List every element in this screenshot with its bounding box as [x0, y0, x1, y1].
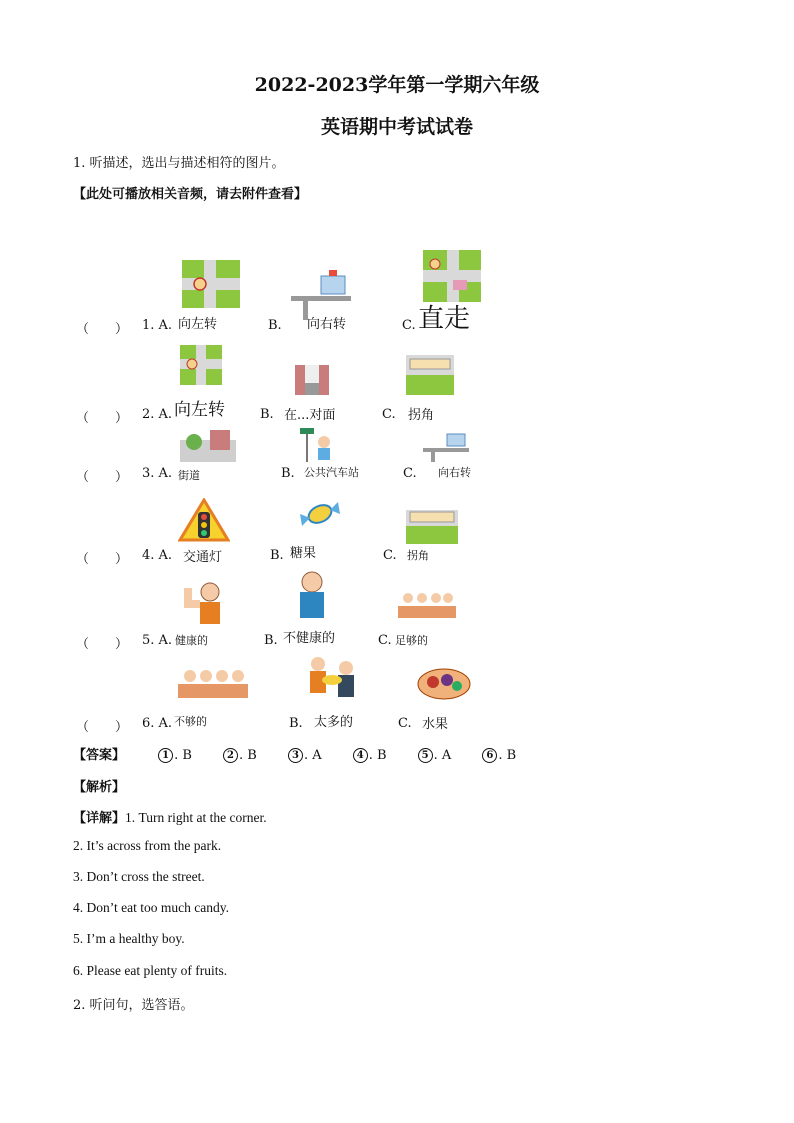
caption-a: 街道: [178, 469, 200, 482]
option-c-label: C.: [403, 466, 417, 481]
option-a-label: 6. A.: [142, 716, 173, 731]
turn-right-hospital-picture: [423, 430, 469, 462]
option-a-label: 4. A.: [142, 548, 173, 563]
option-a-label: 3. A.: [142, 466, 173, 481]
too-much-food-picture: [306, 656, 358, 704]
option-a-label: 2. A.: [142, 407, 173, 422]
title-line-2: 英语期中考试试卷: [320, 116, 473, 138]
audio-note[interactable]: 【此处可播放相关音频，请去附件查看】: [73, 187, 308, 202]
analysis-label: 【解析】: [73, 780, 126, 795]
option-b-label: B.: [270, 548, 284, 563]
option-b-label: B.: [260, 407, 274, 422]
caption-c: 拐角: [407, 549, 429, 562]
answer-blank[interactable]: （ ）: [76, 552, 129, 567]
corner-picture: [406, 510, 458, 544]
answer-blank[interactable]: （ ）: [76, 720, 129, 735]
option-b-label: B.: [289, 716, 303, 731]
question-1-prompt: 1. 听描述，选出与描述相符的图片。: [73, 156, 285, 171]
corner-picture: [406, 355, 454, 395]
answer-item: 3 . A: [288, 748, 322, 763]
answer-line: [73, 744, 542, 763]
caption-b: 在...对面: [284, 408, 336, 423]
option-c-label: C.: [383, 548, 397, 563]
caption-b: 向右转: [307, 317, 347, 332]
answer-blank[interactable]: （ ）: [76, 411, 129, 426]
option-c-label: C.: [402, 318, 416, 333]
caption-b: 公共汽车站: [304, 466, 359, 479]
detail-label: 【详解】: [73, 810, 126, 825]
answer-item: 2 . B: [223, 748, 257, 763]
caption-a: 交通灯: [183, 550, 223, 565]
question-2-prompt: 2. 听问句，选答语。: [73, 998, 194, 1013]
enough-food-picture: [398, 588, 456, 622]
option-a-label: 5. A.: [142, 633, 173, 648]
turn-left-map-picture: [180, 345, 222, 385]
traffic-light-picture: [178, 498, 230, 542]
answer-blank[interactable]: （ ）: [76, 637, 129, 652]
bus-stop-picture: [298, 428, 338, 462]
option-a-label: 1. A.: [142, 318, 173, 333]
detail-line-3: 3. Don’t cross the street.: [73, 869, 205, 884]
unhealthy-boy-picture: [292, 570, 332, 620]
answer-blank[interactable]: （ ）: [76, 470, 129, 485]
answer-item: 6 . B: [482, 748, 516, 763]
street-picture: [180, 430, 236, 462]
detail-line-6: 6. Please eat plenty of fruits.: [73, 963, 228, 978]
answer-item: 5 . A: [418, 748, 452, 763]
option-b-label: B.: [281, 466, 295, 481]
across-from-picture: [295, 365, 329, 395]
caption-a: 向左转: [174, 400, 225, 420]
caption-c: 拐角: [408, 408, 435, 423]
caption-b: 糖果: [290, 546, 317, 561]
answer-item: 4 . B: [353, 748, 387, 763]
caption-c: 水果: [422, 717, 449, 732]
option-b-label: B.: [264, 633, 278, 648]
title-line-1: 2022-2023学年第一学期六年级: [254, 74, 540, 96]
caption-c: 向右转: [438, 466, 471, 479]
go-straight-map-picture: [423, 250, 481, 302]
option-c-label: C.: [398, 716, 412, 731]
caption-c: 直走: [418, 304, 471, 334]
caption-b: 太多的: [314, 715, 354, 730]
caption-a: 不够的: [174, 715, 207, 728]
option-c-label: C.: [382, 407, 396, 422]
answer-blank[interactable]: （ ）: [76, 322, 129, 337]
option-c-label: C.: [378, 633, 392, 648]
answer-item: 1 . B: [158, 748, 192, 763]
turn-left-map-picture: [182, 260, 240, 308]
detail-line-4: 4. Don’t eat too much candy.: [73, 900, 229, 915]
fruit-picture: [417, 664, 471, 700]
caption-c: 足够的: [395, 634, 428, 647]
detail-line-2: 2. It’s across from the park.: [73, 838, 222, 853]
healthy-boy-picture: [180, 580, 236, 628]
candy-picture: [296, 496, 344, 532]
caption-a: 向左转: [178, 317, 218, 332]
caption-a: 健康的: [175, 634, 208, 647]
detail-line-5: 5. I’m a healthy boy.: [73, 931, 185, 946]
caption-b: 不健康的: [283, 631, 336, 646]
option-b-label: B.: [268, 318, 282, 333]
not-enough-food-picture: [178, 664, 248, 702]
detail-line-1: 【详解】1. Turn right at the corner.: [73, 810, 267, 825]
answer-label: 【答案】: [73, 748, 126, 763]
